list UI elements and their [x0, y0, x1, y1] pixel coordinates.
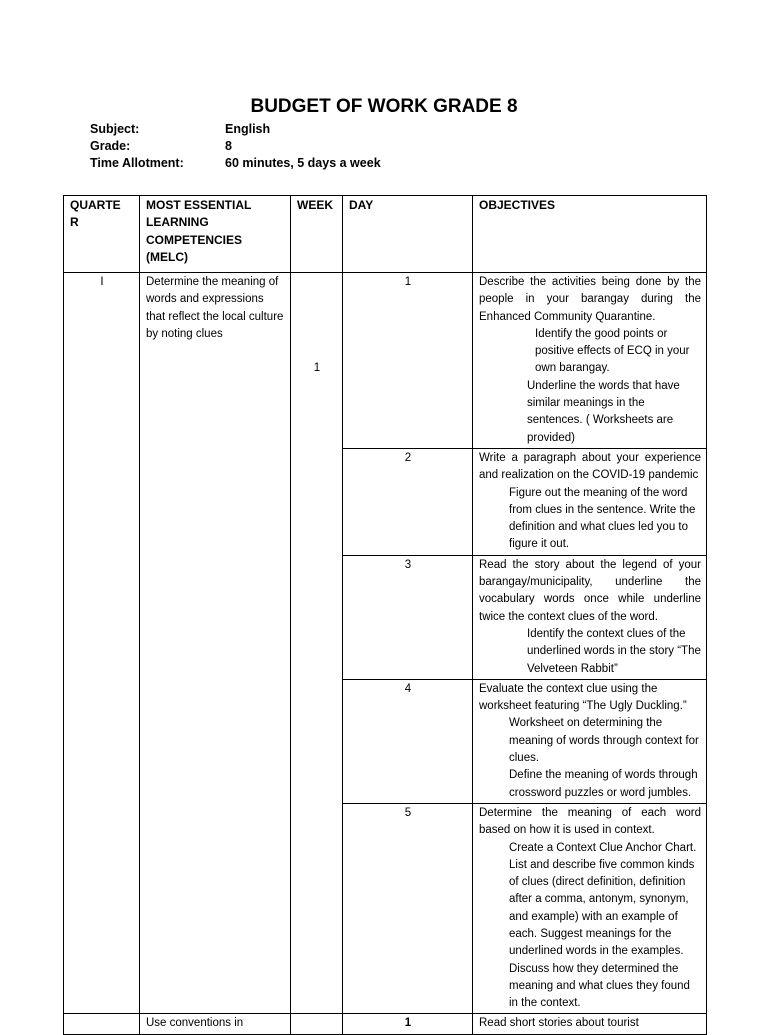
- objective-text: Identify the good points or positive effects of ECQ in your own barangay.: [535, 327, 690, 375]
- table-row: [64, 1014, 707, 1034]
- objectives-cell: [473, 448, 707, 555]
- day-cell: 4: [343, 679, 473, 803]
- day-cell: 5: [343, 803, 473, 1014]
- quarter-cell: I: [64, 273, 140, 1014]
- header-week: WEEK: [291, 196, 343, 273]
- week-cell: [291, 1014, 343, 1034]
- budget-table: [63, 195, 707, 1035]
- quarter-cell: [64, 1014, 140, 1034]
- day-cell: 2: [343, 448, 473, 555]
- objectives-cell: [473, 273, 707, 449]
- day-cell: 1: [343, 273, 473, 449]
- objective-text: Read the story about the legend of your barangay/municipality, underline the vocabulary words once while underline twice the context clues of the word.: [479, 558, 701, 623]
- subject-label: Subject:: [90, 122, 140, 136]
- time-allotment-row: [90, 155, 381, 172]
- objective-text: Evaluate the context clue using the worksheet featuring “The Ugly Duckling.”: [479, 682, 687, 713]
- objectives-cell: [473, 555, 707, 679]
- grade-label: Grade:: [90, 139, 131, 153]
- melc-cell: Use conventions in: [140, 1014, 291, 1034]
- objective-text: Describe the activities being done by the people in your barangay during the Enhanced Community Quarantine.: [479, 276, 701, 323]
- header-melc: MOST ESSENTIAL LEARNING COMPETENCIES (MELC): [140, 196, 291, 273]
- document-title: BUDGET OF WORK GRADE 8: [250, 96, 518, 117]
- grade-value: 8: [225, 139, 232, 153]
- header-quarter: QUARTE R: [64, 196, 140, 273]
- objectives-cell: [473, 803, 707, 1014]
- objective-text: Create a Context Clue Anchor Chart. List and describe five common kinds of clues (direct definition, definition after a comma, antonym, synonym, and example) with an example of each. Suggest meanings for the underlined words in the examples. Discuss how they determined the meaning and what clues they found in the context.: [509, 841, 697, 1010]
- header-day: DAY: [343, 196, 473, 273]
- objectives-cell: [473, 679, 707, 803]
- melc-cell: Determine the meaning of words and expressions that reflect the local culture by noting clues: [140, 273, 291, 1014]
- header-objectives: OBJECTIVES: [473, 196, 707, 273]
- subject-row: [90, 121, 381, 138]
- objectives-cell: Read short stories about tourist: [473, 1014, 707, 1034]
- objective-text: Determine the meaning of each word based on how it is used in context.: [479, 806, 701, 837]
- objective-text: Worksheet on determining the meaning of words through context for clues.: [509, 717, 699, 765]
- objective-text: Identify the context clues of the underlined words in the story “The Velveteen Rabbit”: [527, 627, 701, 675]
- document-meta: [90, 121, 381, 172]
- day-cell: 3: [343, 555, 473, 679]
- table-row: [64, 273, 707, 449]
- time-allotment-label: Time Allotment:: [90, 156, 184, 170]
- objective-text: Figure out the meaning of the word from clues in the sentence. Write the definition and what clues led you to figure it out.: [509, 486, 696, 551]
- time-allotment-value: 60 minutes, 5 days a week: [225, 156, 381, 170]
- grade-row: [90, 138, 381, 155]
- week-cell: 1: [291, 273, 343, 1014]
- objective-text: Write a paragraph about your experience and realization on the COVID-19 pandemic: [479, 451, 701, 482]
- table-header-row: [64, 196, 707, 273]
- subject-value: English: [225, 122, 271, 136]
- objective-text: Define the meaning of words through crossword puzzles or word jumbles.: [509, 769, 698, 799]
- day-cell: 1: [343, 1014, 473, 1034]
- objective-text: Underline the words that have similar meanings in the sentences. ( Worksheets are provided): [527, 379, 680, 444]
